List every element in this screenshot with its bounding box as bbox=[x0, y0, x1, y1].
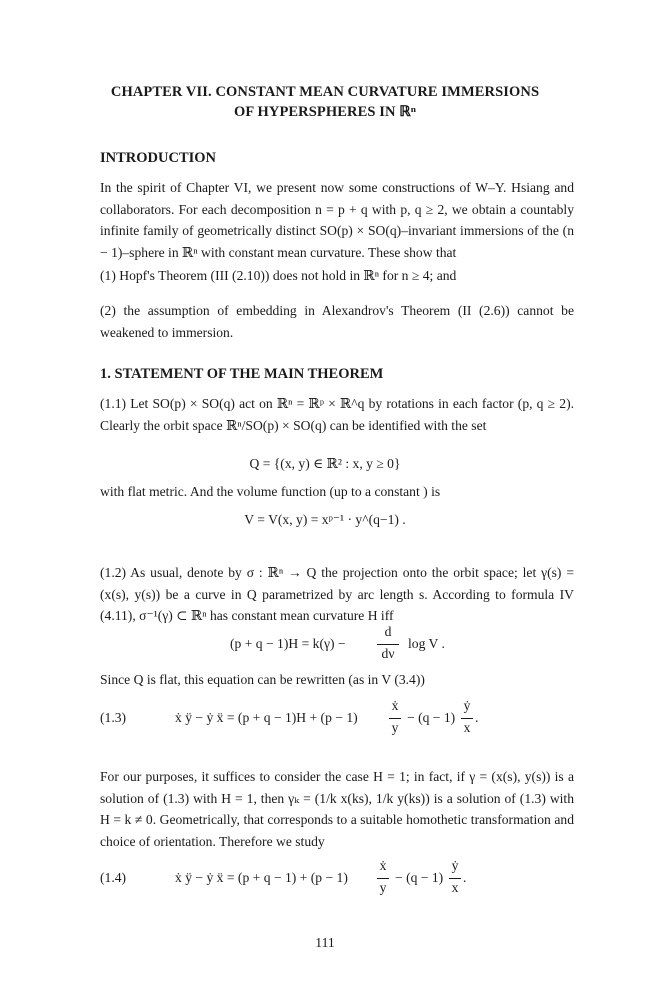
fraction-bar bbox=[461, 718, 473, 719]
fraction-denominator: x bbox=[463, 720, 471, 735]
equation-1-4 bbox=[175, 858, 475, 902]
equation-1-4-label: (1.4) bbox=[100, 870, 127, 885]
intro-heading: INTRODUCTION bbox=[100, 150, 217, 166]
period: . bbox=[463, 870, 467, 885]
equation-1-3-label: (1.3) bbox=[100, 710, 127, 725]
fraction-denominator: x bbox=[451, 880, 459, 895]
equation-mean-curvature bbox=[230, 624, 470, 668]
equation-mean-curvature-left: (p + q − 1)H = k(γ) − bbox=[230, 636, 346, 651]
fraction-bar bbox=[377, 878, 389, 879]
equation-1-4-mid: − (q − 1) bbox=[395, 870, 444, 885]
fraction-bar bbox=[377, 644, 399, 645]
section-heading: 1. STATEMENT OF THE MAIN THEOREM bbox=[100, 366, 384, 382]
chapter-title-line2: OF HYPERSPHERES IN ℝⁿ bbox=[233, 104, 417, 120]
equation-orbit-space: Q = {(x, y) ∈ ℝ² : x, y ≥ 0} bbox=[249, 456, 401, 471]
equation-1-4-left: ẋ ÿ − ẏ ẍ = (p + q − 1) + (p − 1) bbox=[175, 870, 348, 885]
fraction-numerator: ẋ bbox=[391, 698, 399, 713]
fraction-numerator: ẏ bbox=[463, 698, 471, 713]
fraction-denominator: y bbox=[391, 720, 399, 735]
equation-volume: V = V(x, y) = xᵖ⁻¹ · y^(q−1) . bbox=[244, 512, 406, 527]
fraction-bar bbox=[449, 878, 461, 879]
equation-mean-curvature-right: log V . bbox=[408, 636, 445, 651]
paragraph-purposes: For our purposes, it suffices to consider the case H = 1; in fact, if γ = (x(s), y(s)) is a solution of (1.3) with H = 1, then γₖ = (1/k x(ks), 1/k y(ks)) is a solution of (1.3) with H = k ≠ 0. Geometrically, that corresponds to a suitable homothetic transformation and choice of orientation. Therefore we study bbox=[100, 769, 574, 849]
fraction-denominator: dν bbox=[381, 646, 395, 661]
page-number: 111 bbox=[315, 935, 335, 950]
fraction-numerator: ẏ bbox=[451, 858, 459, 873]
fraction-numerator: d bbox=[384, 624, 392, 639]
paragraph-1-2: (1.2) As usual, denote by σ : ℝⁿ → Q the projection onto the orbit space; let γ(s) = (x(s), y(s)) be a curve in Q parametrized by arc length s. According to formula IV (4.11), σ⁻¹(γ) ⊂ ℝⁿ has constant mean curvature H iff bbox=[100, 565, 574, 624]
intro-paragraph: In the spirit of Chapter VI, we present now some constructions of W–Y. Hsiang and collaborators. For each decomposition n = p + q with p, q ≥ 2, we obtain a countably infinite family of geometrically distinct SO(p) × SO(q)–invariant immersions of the (n − 1)–sphere in ℝⁿ with constant mean curvature. These show that bbox=[100, 180, 574, 260]
fraction-denominator: y bbox=[379, 880, 387, 895]
chapter-title-line1: CHAPTER VII. CONSTANT MEAN CURVATURE IMMERSIONS bbox=[110, 84, 540, 100]
text-since-flat: Since Q is flat, this equation can be rewritten (as in V (3.4)) bbox=[100, 672, 425, 687]
fraction-bar bbox=[389, 718, 401, 719]
fraction-numerator: ẋ bbox=[379, 858, 387, 873]
period: . bbox=[475, 710, 479, 725]
equation-1-3-left: ẋ ÿ − ẏ ẍ = (p + q − 1)H + (p − 1) bbox=[175, 710, 358, 725]
equation-1-3 bbox=[175, 698, 479, 742]
paragraph-1-1: (1.1) Let SO(p) × SO(q) act on ℝⁿ = ℝᵖ × ℝ^q by rotations in each factor (p, q ≥ 2). Clearly the orbit space ℝⁿ/SO(p) × SO(q) can be identified with the set bbox=[100, 396, 574, 433]
equation-1-3-mid: − (q − 1) bbox=[407, 710, 456, 725]
list-item-2: (2) the assumption of embedding in Alexandrov's Theorem (II (2.6)) cannot be weakened to immersion. bbox=[100, 303, 574, 340]
list-item-1: (1) Hopf's Theorem (III (2.10)) does not hold in ℝⁿ for n ≥ 4; and bbox=[100, 268, 457, 283]
text-flat-metric: with flat metric. And the volume function (up to a constant ) is bbox=[100, 484, 441, 499]
